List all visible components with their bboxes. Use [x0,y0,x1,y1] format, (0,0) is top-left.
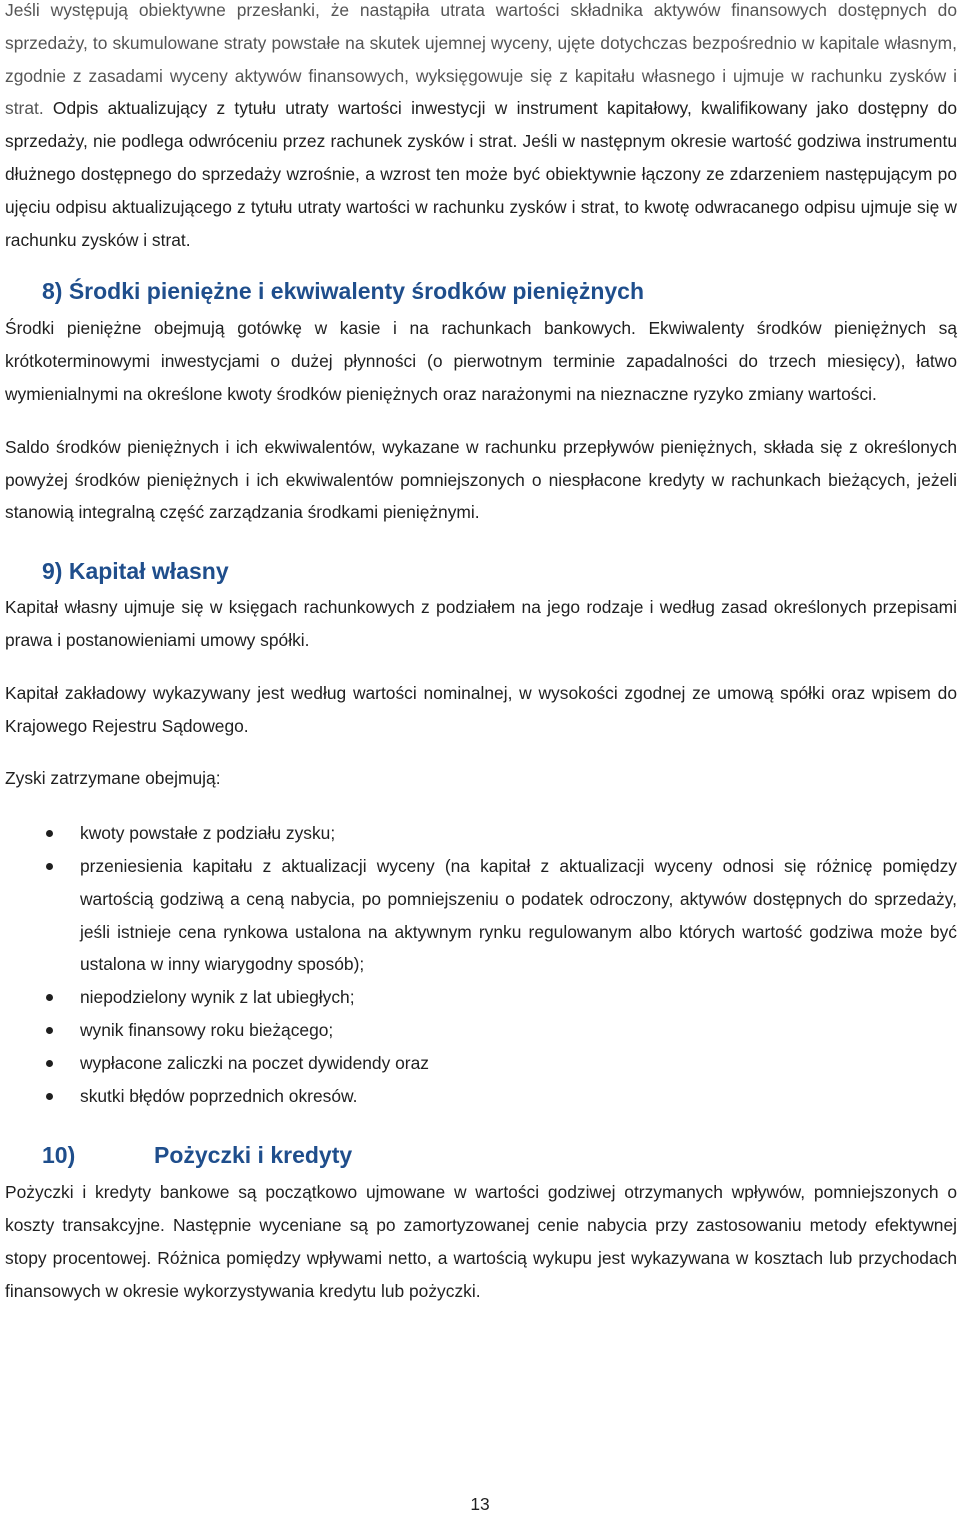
section-heading-loans [5,1140,957,1170]
bullet-icon [46,863,53,870]
bullet-icon [46,1093,53,1100]
retained-earnings-list [5,817,957,1112]
section-title: Kapitał własny [68,558,229,585]
list-item [5,981,957,1014]
section-title: Pożyczki i kredyty [154,1142,353,1169]
bullet-icon [46,994,53,1001]
paragraph-impairment-part1: Jeśli występują obiektywne przesłanki, że nastąpiła utrata wartości składnika aktywów finansowych dostępnych do sprzedaży, to skumulowane straty powstałe na skutek ujemnej wyceny, ujęte dotychczas bezpośrednio w kapitale własnym, zgodnie z zasadami wyceny aktywów finansowych, wyksięgowuje się z kapitału własnego i ujmuje w rachunku zysków i strat. [5,0,957,119]
list-item [5,1080,957,1113]
section-heading-equity [5,556,957,586]
list-item-text: wynik finansowy roku bieżącego; [80,1019,334,1040]
paragraph-loans: Pożyczki i kredyty bankowe są początkowo ujmowane w wartości godziwej otrzymanych wpływów, pomniejszonych o koszty transakcyjne. Następnie wyceniane są po zamortyzowanej cenie nabycia przy zastosowaniu metody efektywnej stopy procentowej. Różnica pomiędzy wpływami netto, a wartością wykupu jest wykazywana w kosztach lub przychodach finansowych w okresie wykorzystywania kredytu lub pożyczki. [5,1182,957,1301]
list-item-text: wypłacone zaliczki na poczet dywidendy oraz [80,1052,429,1073]
paragraph-retained-earnings-intro: Zyski zatrzymane obejmują: [5,768,221,789]
section-title: Środki pieniężne i ekwiwalenty środków pieniężnych [68,278,645,305]
list-item [5,850,957,981]
paragraph-cash-balance: Saldo środków pieniężnych i ich ekwiwalentów, wykazane w rachunku przepływów pieniężnych, składa się z określonych powyżej środków pieniężnych i ich ekwiwalentów pomniejszonych o niespłacone kredyty w rachunkach bieżących, jeżeli stanowią integralną część zarządzania środkami pieniężnymi. [5,436,957,523]
list-item-text: kwoty powstałe z podziału zysku; [80,823,336,844]
bullet-icon [46,830,53,837]
paragraph-cash-definition: Środki pieniężne obejmują gotówkę w kasie i na rachunkach bankowych. Ekwiwalenty środków pieniężnych są krótkoterminowymi inwestycjami o dużej płynności (o pierwotnym terminie zapadalności do trzech miesięcy), łatwo wymienialnymi na określone kwoty środków pieniężnych oraz narażonymi na nieznaczne ryzyko zmiany wartości. [5,318,957,404]
section-heading-cash [5,276,957,306]
section-number: 9) [42,558,63,585]
list-item [5,817,957,850]
paragraph-equity-definition: Kapitał własny ujmuje się w księgach rachunkowych z podziałem na jego rodzaje i według zasad określonych przepisami prawa i postanowieniami umowy spółki. [5,597,957,650]
section-number: 8) [42,278,63,305]
page-number: 13 [470,1494,490,1514]
paragraph-impairment-part2: Odpis aktualizujący z tytułu utraty wartości inwestycji w instrument kapitałowy, kwalifikowany jako dostępny do sprzedaży, nie podlega odwróceniu przez rachunek zysków i strat. Jeśli w następnym okresie wartość godziwa instrumentu dłużnego dostępnego do sprzedaży wzrośnie, a wzrost ten może być obiektywnie łączony ze zdarzeniem następującym po ujęciu odpisu aktualizującego z tytułu utraty wartości w rachunku zysków i strat, to kwotę odwracanego odpisu ujmuje się w rachunku zysków i strat. [5,98,957,250]
list-item [5,1014,957,1047]
bullet-icon [46,1027,53,1034]
list-item-text: niepodzielony wynik z lat ubiegłych; [80,987,355,1008]
list-item-text: przeniesienia kapitału z aktualizacji wyceny (na kapitał z aktualizacji wyceny odnosi się różnicę pomiędzy wartością godziwą a ceną nabycia, po pomniejszeniu o podatek odroczony, aktywów dostępnych do sprzedaży, jeśli istnieje cena rynkowa ustalona na aktywnym rynku regulowanym albo których wartość godziwa może być ustalona w inny wiarygodny sposób); [80,855,957,975]
paragraph-share-capital: Kapitał zakładowy wykazywany jest według wartości nominalnej, w wysokości zgodnej ze umową spółki oraz wpisem do Krajowego Rejestru Sądowego. [5,682,957,736]
list-item [5,1047,957,1080]
paragraph-impairment [5,0,957,256]
list-item-text: skutki błędów poprzednich okresów. [80,1085,358,1106]
bullet-icon [46,1060,53,1067]
section-number: 10) [42,1142,76,1169]
